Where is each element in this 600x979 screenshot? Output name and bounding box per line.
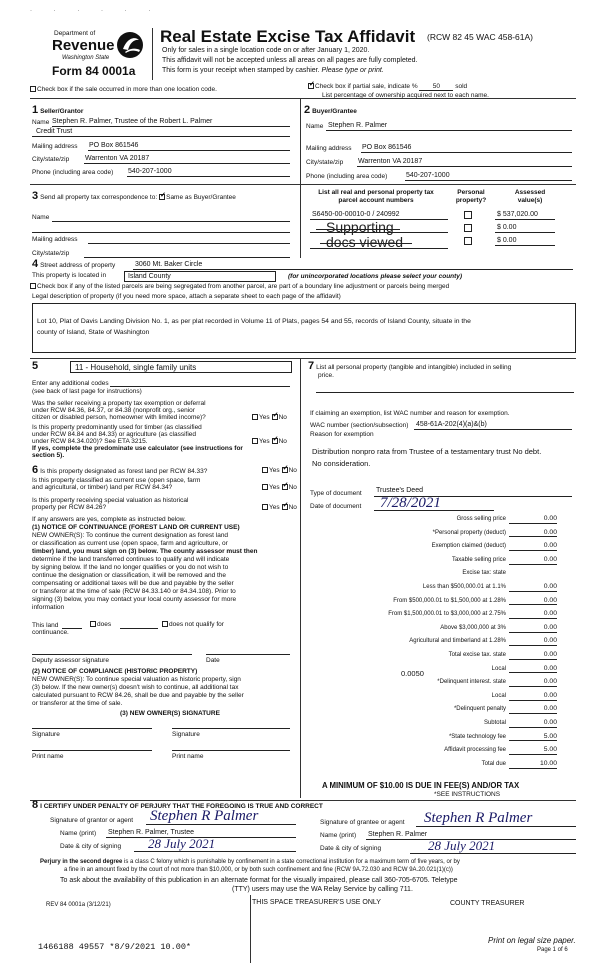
- seller-name-label: Name: [32, 119, 50, 126]
- street-label: Street address of property: [40, 262, 116, 269]
- parcel-number-2[interactable]: Supporting: [326, 219, 394, 235]
- partial-pct: 50: [419, 83, 453, 91]
- seller-phone-label: Phone (including area code): [32, 169, 114, 176]
- tax-value[interactable]: 10.00: [509, 760, 557, 769]
- legal-description-box[interactable]: [32, 303, 576, 353]
- sec5-q2-yes[interactable]: [252, 438, 258, 444]
- revenue-logo-icon: [115, 30, 145, 60]
- sec5-q1b: under RCW 84.36, 84.37, or 84.38 (nonprofit org., senior: [32, 407, 195, 414]
- tax-value[interactable]: 5.00: [509, 746, 557, 755]
- use-code-select[interactable]: [70, 361, 292, 373]
- owner-sig-label-1: Signature: [32, 731, 60, 738]
- grantor-signature[interactable]: Stephen R Palmer: [150, 808, 259, 824]
- personal-head2: property?: [455, 197, 487, 204]
- sec5-q2e: section 5).: [32, 452, 65, 459]
- buyer-mail-value[interactable]: PO Box 861546: [362, 144, 412, 151]
- sec6-q3-no-label: No: [288, 504, 297, 511]
- sec3-name-label: Name: [32, 214, 50, 221]
- tax-value[interactable]: 0.00: [509, 651, 557, 660]
- grantor-print-value[interactable]: Stephen R. Palmer, Trustee: [108, 829, 194, 836]
- grantor-sig-label: Signature of grantor or agent: [50, 817, 134, 824]
- seller-phone-value[interactable]: 540-207-1000: [128, 168, 172, 175]
- seller-heading: Seller/Grantor: [40, 108, 84, 115]
- street-value[interactable]: 3060 Mt. Baker Circle: [135, 261, 203, 268]
- tax-label: Local: [491, 665, 506, 672]
- multi-location-check[interactable]: [30, 86, 217, 93]
- sec5-q1-yes[interactable]: [252, 414, 258, 420]
- page-number: Page 1 of 6: [537, 947, 568, 953]
- grantee-date-label: Date & city of signing: [320, 845, 382, 852]
- personal-checkbox-3[interactable]: [464, 237, 472, 245]
- assessed-head2: value(s): [517, 197, 543, 204]
- additional-codes-sub: (see back of last page for instructions): [32, 388, 142, 395]
- minimum-note2: *SEE INSTRUCTIONS: [434, 791, 501, 798]
- sec6-q3-yes-label: Yes: [269, 504, 280, 511]
- sec5-q2-no[interactable]: [272, 438, 278, 444]
- does-checkbox[interactable]: [90, 621, 96, 627]
- buyer-city-value[interactable]: Warrenton VA 20187: [358, 158, 423, 165]
- sec6-q1-yes[interactable]: [262, 467, 268, 473]
- rcw-ref: (RCW 82 45 WAC 458-61A): [427, 32, 533, 42]
- sec6-q1: Is this property designated as forest land per RCW 84.33?: [40, 468, 208, 475]
- section-3-number: 3: [32, 190, 39, 202]
- sec6-p1-line: NEW OWNER(S): To continue the current designation as forest land: [32, 532, 229, 539]
- located-label: This property is located in: [32, 272, 107, 279]
- section-5-number: 5: [32, 360, 39, 372]
- sec6-p1-line: or transferor at the time of sale (RCW 84.33.140 or 84.34.108). Prior to: [32, 588, 236, 595]
- seller-city-value[interactable]: Warrenton VA 20187: [85, 155, 150, 162]
- tax-value[interactable]: 0.00: [509, 610, 557, 619]
- use-code-value: 11 - Household, single family units: [75, 363, 197, 372]
- exempt-claim-label: If claiming an exemption, list WAC number and reason for exemption.: [310, 410, 510, 417]
- sec6-q2b: and agricultural, or timber) land per RCW 84.34?: [32, 484, 173, 491]
- tax-value[interactable]: 0.00: [509, 583, 557, 592]
- minimum-note1: A MINIMUM OF $10.00 IS DUE IN FEE(S) AND/OR TAX: [322, 781, 520, 790]
- legal-paper-note: Print on legal size paper.: [488, 936, 576, 945]
- parcel-head2: parcel account numbers: [338, 197, 414, 204]
- partial-sale-checkbox[interactable]: [308, 83, 314, 89]
- tax-label: Less than $500,000.01 at 1.1%: [422, 584, 506, 590]
- certify-heading: I CERTIFY UNDER PENALTY OF PERJURY THAT THE FOREGOING IS TRUE AND CORRECT: [40, 803, 323, 810]
- seller-name-value[interactable]: Stephen R. Palmer, Trustee of the Robert L. Palmer: [52, 118, 213, 125]
- parcel-head1: List all real and personal property tax: [318, 189, 434, 196]
- sec6-q3-no[interactable]: [282, 504, 288, 510]
- does-label: does: [97, 621, 112, 628]
- tax-label: Taxable selling price: [451, 556, 506, 563]
- treasurer-use: THIS SPACE TREASURER'S USE ONLY: [252, 899, 381, 906]
- section-4-number: 4: [32, 258, 39, 270]
- section-8-number: 8: [32, 799, 39, 811]
- tax-label: *Delinquent penalty: [453, 706, 506, 713]
- section-7-number: 7: [308, 360, 315, 372]
- dept-line3: Washington State: [62, 55, 110, 61]
- partial-sub: List percentage of ownership acquired next to each name.: [322, 92, 489, 99]
- buyer-mail-label: Mailing address: [306, 145, 352, 152]
- sec6-p2-line: (3) below. If the new owner(s) doesn't wish to continue, all additional tax: [32, 684, 239, 691]
- sec6-p1-line: by signing below. If the land no longer qualifies or you do not wish to: [32, 564, 229, 571]
- tax-value[interactable]: 0.00: [509, 719, 557, 728]
- sec5-q2-no-label: No: [278, 438, 287, 445]
- sec6-q2a: Is this property classified as current use (open space, farm: [32, 477, 201, 484]
- buyer-city-label: City/state/zip: [306, 159, 344, 166]
- owner-sig-label-2: Signature: [172, 731, 200, 738]
- sec5-q2d: If yes, complete the predominate use calculator (see instructions for: [32, 445, 243, 452]
- section-1-number: 1: [32, 104, 39, 116]
- sec6-p1-line: determine if the land transferred continues to qualify and will indicate: [32, 556, 230, 563]
- wac-value[interactable]: 458-61A-202(4)(a)&(b): [416, 421, 487, 428]
- grantee-print-label: Name (print): [320, 832, 357, 839]
- multi-location-label: Check box if the sale occurred in more than one location code.: [37, 86, 217, 93]
- buyer-phone-value[interactable]: 540-207-1000: [406, 172, 450, 179]
- perjury-text1: is a class C felony which is punishable by confinement in a state correctional institution for a maximum term of five years, or by: [122, 859, 460, 865]
- sec6-q2-yes[interactable]: [262, 484, 268, 490]
- county-select[interactable]: [124, 271, 276, 282]
- does-not-label: does not qualify for: [169, 621, 224, 628]
- sec7-text2: price.: [318, 372, 334, 379]
- local-rate: 0.0050: [401, 669, 424, 678]
- sec5-q2c: under RCW 84.34.020)? See ETA 3215.: [32, 438, 148, 445]
- sec6-p1-line: compensating or additional taxes will be due and payable by the seller: [32, 580, 234, 587]
- seller-mail-value[interactable]: PO Box 861546: [89, 142, 139, 149]
- tax-value[interactable]: 0.00: [509, 542, 557, 551]
- buyer-phone-label: Phone (including area code): [306, 173, 388, 180]
- owner-print-label-2: Print name: [172, 753, 204, 760]
- rev-code: REV 84 0001a (3/12/21): [46, 902, 111, 908]
- tax-value[interactable]: 0.00: [509, 678, 557, 687]
- additional-codes-label: Enter any additional codes: [32, 380, 109, 387]
- sec6-p2-line: or transferor at the time of sale.: [32, 700, 123, 707]
- sec6-q1-no-label: No: [288, 467, 297, 474]
- access-text1: To ask about the availability of this publication in an alternate format for the visually impaired, please call 360-705-6705. Teletype: [60, 877, 458, 884]
- sec6-h3: (3) NEW OWNER(S) SIGNATURE: [120, 710, 220, 717]
- top-marks: · · · · · ·: [30, 8, 161, 14]
- county-treasurer: COUNTY TREASURER: [450, 900, 525, 907]
- tax-value[interactable]: 0.00: [509, 692, 557, 701]
- this-land-label: This land: [32, 622, 59, 629]
- seller-city-label: City/state/zip: [32, 156, 70, 163]
- legal-label: Legal description of property (if you need more space, attach a separate sheet to each page of the affidavit): [32, 293, 341, 300]
- sec3-mail-label: Mailing address: [32, 236, 78, 243]
- perjury-bold: Perjury in the second degree: [40, 859, 123, 865]
- tax-label: Local: [491, 692, 506, 699]
- sec6-p1: [32, 532, 258, 612]
- seller-name-value2[interactable]: Credit Trust: [36, 128, 73, 135]
- unincorporated-note: (for unincorporated locations please select your county): [288, 273, 463, 280]
- sec6-q2-no-label: No: [288, 484, 297, 491]
- section-6-number: 6: [32, 464, 39, 476]
- doc-type-label: Type of document: [310, 490, 362, 497]
- tax-value[interactable]: 0.00: [509, 705, 557, 714]
- grantor-print-label: Name (print): [60, 830, 97, 837]
- owner-print-label-1: Print name: [32, 753, 64, 760]
- sec6-p1-line: information: [32, 604, 65, 611]
- sec5-q1c: citizen or disabled person, homeowner with limited income)?: [32, 414, 206, 421]
- tax-value[interactable]: 0.00: [509, 515, 557, 524]
- tax-value[interactable]: 0.00: [509, 597, 557, 606]
- tax-value[interactable]: 0.00: [509, 556, 557, 565]
- seller-mail-label: Mailing address: [32, 143, 78, 150]
- sec6-h2: (2) NOTICE OF COMPLIANCE (HISTORIC PROPERTY): [32, 668, 198, 675]
- personal-checkbox-1[interactable]: [464, 211, 472, 219]
- sec6-p1-line: timber) land, you must sign on (3) below. The county assessor must then: [32, 548, 258, 555]
- legal-line1: Lot 10, Plat of Davis Landing Division No. 1, as per plat recorded in Volume 11 of Plats, pages 54 and 55, records of Island County, situate in the: [37, 318, 471, 325]
- partial-sale-label: Check box if partial sale, indicate %: [315, 83, 418, 90]
- section-2-number: 2: [304, 104, 311, 116]
- grantor-date-value[interactable]: 28 July 2021: [148, 836, 216, 851]
- tax-label: From $1,500,000.01 to $3,000,000 at 2.75%: [388, 611, 506, 618]
- parcel-number-1[interactable]: S6450-00-00010-0 / 240992: [312, 211, 400, 218]
- header-line3: This form is your receipt when stamped by cashier.: [162, 67, 320, 74]
- personal-head1: Personal: [457, 189, 485, 196]
- sec6-p2-line: NEW OWNER(S): To continue special valuation as historic property, sign: [32, 676, 241, 683]
- multi-location-checkbox[interactable]: [30, 86, 36, 92]
- assessed-head1: Assessed: [514, 189, 546, 196]
- grantor-date-label: Date & city of signing: [60, 843, 122, 850]
- sec6-h1: (1) NOTICE OF CONTINUANCE (FOREST LAND OR CURRENT USE): [32, 524, 240, 531]
- form-title: Real Estate Excise Tax Affidavit: [160, 27, 416, 46]
- dept-line1: Department of: [54, 30, 96, 37]
- tax-value[interactable]: 0.00: [509, 665, 557, 674]
- tax-label: Excise tax: state: [462, 570, 506, 577]
- buyer-name-label: Name: [306, 123, 324, 130]
- segregated-checkbox[interactable]: [30, 283, 36, 289]
- personal-checkbox-2[interactable]: [464, 224, 472, 232]
- reason-line1[interactable]: Distribution nonpro rata from Trustee of a testamentary trust No debt.: [312, 447, 542, 456]
- sec6-q2-yes-label: Yes: [269, 484, 280, 491]
- sec5-q1-yes-label: Yes: [259, 414, 270, 421]
- tax-value[interactable]: 5.00: [509, 733, 557, 742]
- sec6-q3b: property per RCW 84.26?: [32, 504, 107, 511]
- deputy-sig-label: Deputy assessor signature: [32, 657, 109, 664]
- sec5-q2a: Is this property predominantly used for timber (as classified: [32, 424, 202, 431]
- sec6-p1-line: continue the designation or classification, it will be removed and the: [32, 572, 227, 579]
- deputy-date-label: Date: [206, 657, 220, 664]
- segregated-check[interactable]: [30, 283, 449, 290]
- doc-date-label: Date of document: [310, 503, 362, 510]
- buyer-heading: Buyer/Grantee: [312, 108, 357, 115]
- assessed-value-3[interactable]: $ 0.00: [497, 237, 517, 244]
- same-as-buyer-label: Same as Buyer/Grantee: [166, 194, 236, 201]
- sec6-p1-line: or classification as current use (open space, farm and agriculture, or: [32, 540, 228, 547]
- does-not-checkbox[interactable]: [162, 621, 168, 627]
- reason-label: Reason for exemption: [310, 431, 374, 438]
- buyer-name-value[interactable]: Stephen R. Palmer: [328, 122, 388, 129]
- doc-date-value[interactable]: 7/28/2021: [380, 495, 441, 511]
- sec3-label: Send all property tax correspondence to:: [40, 194, 158, 201]
- sec6-p2: [32, 676, 244, 708]
- continuance-label: continuance.: [32, 629, 69, 636]
- grantee-date-value[interactable]: 28 July 2021: [428, 838, 496, 853]
- legal-line2: county of Island, State of Washington: [37, 329, 150, 336]
- perjury-text2: a fine in an amount fixed by the court of not more than $10,000, or by both such confinement and fine (RCW 9A.72.030 and RCW 9A.20.021(1)(c)): [64, 867, 453, 873]
- doc-type-value[interactable]: Trustee's Deed: [376, 487, 423, 494]
- dept-line2: Revenue: [52, 37, 115, 54]
- tax-value[interactable]: 0.00: [509, 529, 557, 538]
- grantee-sig-label: Signature of grantee or agent: [320, 819, 405, 826]
- tax-label: Total excise tax. state: [448, 652, 506, 658]
- sec6-q3a: Is this property receiving special valuation as historical: [32, 497, 189, 504]
- tax-label: *State technology fee: [448, 733, 506, 740]
- tax-value[interactable]: 0.00: [509, 637, 557, 646]
- sec6-q1-no[interactable]: [282, 467, 288, 473]
- sec6-q2-no[interactable]: [282, 484, 288, 490]
- assessed-value-2[interactable]: $ 0.00: [497, 224, 517, 231]
- header-line1: Only for sales in a single location code on or after January 1, 2020.: [162, 47, 370, 54]
- tax-label: From $500,000.01 to $1,500,000 at 1.28%: [393, 597, 506, 604]
- partial-sold: sold: [455, 83, 468, 90]
- sec6-p1-line: signing (3) below, you may contact your local county assessor for more: [32, 596, 237, 603]
- grantee-print-value[interactable]: Stephen R. Palmer: [368, 831, 428, 838]
- sec7-text1: List all personal property (tangible and intangible) included in selling: [316, 364, 512, 371]
- county-value: Island County: [128, 273, 171, 280]
- access-text2: (TTY) users may use the WA Relay Service by calling 711.: [232, 886, 413, 893]
- header-line2: This affidavit will not be accepted unless all areas on all pages are fully completed.: [162, 57, 418, 64]
- sec5-q1a: Was the seller receiving a property tax exemption or deferral: [32, 400, 206, 407]
- tax-label: Gross selling price: [456, 516, 506, 522]
- grantee-signature[interactable]: Stephen R Palmer: [424, 810, 533, 826]
- receipt-stamp: 1466188 49557 *8/9/2021 10.00*: [38, 942, 192, 952]
- tax-label: Agricultural and timberland at 1.28%: [409, 638, 506, 645]
- tax-label: *Personal property (deduct): [432, 529, 506, 536]
- wac-label: WAC number (section/subsection): [310, 422, 409, 429]
- sec6-q1-yes-label: Yes: [269, 467, 280, 474]
- tax-label: Above $3,000,000 at 3%: [440, 624, 506, 631]
- sec5-q1-no-label: No: [278, 414, 287, 421]
- tax-label: Affidavit processing fee: [444, 747, 506, 754]
- tax-label: Subtotal: [483, 720, 506, 726]
- segregated-label: Check box if any of the listed parcels are being segregated from another parcel, are part of a boundary line adjustment or parcels being merged: [37, 283, 450, 290]
- tax-label: Total due: [481, 760, 506, 767]
- sec5-q1-no[interactable]: [272, 414, 278, 420]
- sec5-q2-yes-label: Yes: [259, 438, 270, 445]
- sec6-q3-yes[interactable]: [262, 504, 268, 510]
- tax-value[interactable]: 0.00: [509, 624, 557, 633]
- sec5-q2b: under RCW 84.84 and 84.33) or agriculture (as classified: [32, 431, 197, 438]
- sec6-p2-line: calculated pursuant to RCW 84.26, shall be due and payable by the seller: [32, 692, 244, 699]
- tax-label: *Delinquent interest. state: [437, 679, 506, 686]
- reason-line2[interactable]: No consideration.: [312, 459, 371, 468]
- partial-sale-check[interactable]: [308, 83, 467, 91]
- header-line3b: Please type or print.: [321, 67, 384, 74]
- parcel-number-3[interactable]: docs viewed: [326, 234, 404, 250]
- same-as-buyer-checkbox[interactable]: [159, 194, 165, 200]
- sec3-city-label: City/state/zip: [32, 250, 70, 257]
- assessed-value-1[interactable]: $ 537,020.00: [497, 211, 538, 218]
- sec6-note: If any answers are yes, complete as instructed below.: [32, 516, 186, 523]
- tax-label: Exemption claimed (deduct): [431, 543, 506, 550]
- form-number: Form 84 0001a: [52, 64, 136, 78]
